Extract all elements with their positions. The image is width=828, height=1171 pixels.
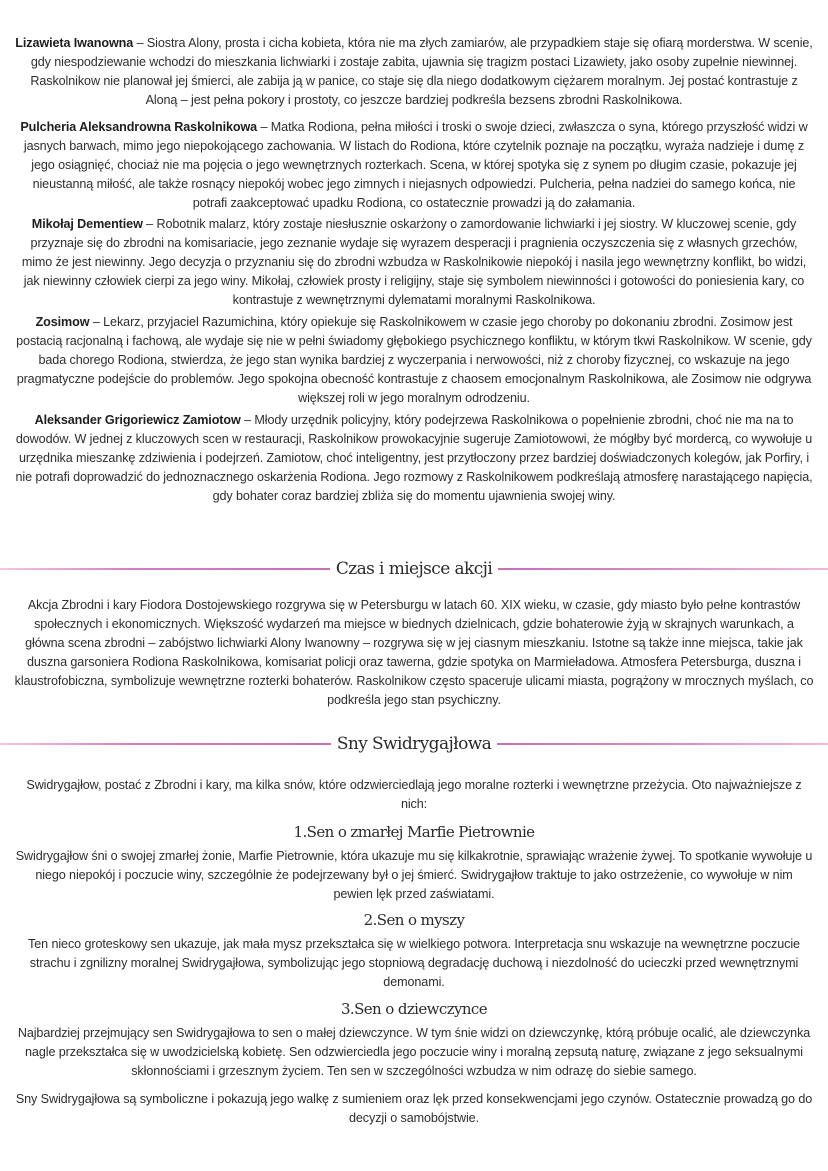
dream-description-1: Swidrygajłow śni o swojej zmarłej żonie, Marfie Pietrownie, która ukazuje mu się kilkakrotnie, sprawiając wrażenie żywej. To spotkanie wywołuje u niego niepokój i poczucie winy, szczególnie że podejrzewany był o jej śmierć. Swidrygajłow traktuje to jako ostrzeżenie, co wywołuje w nim pewien lęk przed zaświatami. bbox=[15, 849, 813, 902]
dream-title-1: 1.Sen o zmarłej Marfie Pietrownie bbox=[293, 823, 535, 841]
character-paragraph-mikolaj bbox=[14, 209, 814, 310]
character-name: Mikołaj Dementiew bbox=[31, 217, 143, 231]
section-heading-dreams bbox=[0, 729, 828, 759]
section-title: Czas i miejsce akcji bbox=[335, 559, 493, 579]
character-description: – Siostra Alony, prosta i cicha kobieta, która nie ma złych zamiarów, ale przypadkiem staje się ofiarą morderstwa. W scenie, gdy niespodziewanie wchodzi do mieszkania lichwiarki i zostaje zabita, ujawnia się tragizm postaci Lizawiety, jako osoby zupełnie niewinnej. Raskolnikow nie planował jej śmierci, ale zabija ją w panice, co staje się dla niego dodatkowym ciężarem moralnym. Jej postać kontrastuje z Aloną – jest pełna pokory i prostoty, co jeszcze bardziej podkreśla bezsens zbrodni Raskolnikowa. bbox=[30, 36, 813, 108]
character-name: Lizawieta Iwanowna bbox=[15, 36, 134, 50]
character-description: – Lekarz, przyjaciel Razumichina, który opiekuje się Raskolnikowem w czasie jego choroby po dokonaniu zbrodni. Zosimow jest postacią racjonalną i fachową, ale wydaje się nie w pełni świadomy głębokiego psychicznego konfliktu, w którym tkwi Raskolnikow. W scenie, gdy bada chorego Rodiona, stwierdza, że jego stan wynika bardziej z wyczerpania i nerwowości, niż z choroby fizycznej, co wskazuje na jego pragmatyczne podejście do problemów. Jego spokojna obecność kontrastuje z chaosem emocjonalnym Raskolnikowa, ale Zosimow nie odgrywa większej roli w jego moralnym odrodzeniu. bbox=[16, 315, 812, 406]
character-description: – Młody urzędnik policyjny, który podejrzewa Raskolnikowa o popełnienie zbrodni, choć nie ma na to dowodów. W jednej z kluczowych scen w restauracji, Raskolnikow prowokacyjnie sugeruje Zamiotowowi, że mógłby być mordercą, co wywołuje u urzędnika mieszankę zdziwienia i podejrzeń. Zamiotow, choć inteligentny, jest przytłoczony przez bardziej doświadczonych kolegów, jak Porfiry, i nie potrafi doprowadzić do jednoznacznego oskarżenia Rodiona. Jego rozmowy z Raskolnikowem podkreślają atmosferę narastającego napięcia, gdy bohater coraz bardziej zbliża się do momentu ujawnienia swojej winy. bbox=[15, 413, 813, 504]
character-name: Pulcheria Aleksandrowna Raskolnikowa bbox=[20, 120, 258, 134]
decorative-rule-left bbox=[0, 568, 330, 570]
character-paragraph-lizawieta bbox=[14, 0, 814, 110]
dreams-conclusion-paragraph: Sny Swidrygajłowa są symboliczne i pokazują jego walkę z sumieniem oraz lęk przed konsekwencjami jego czynów. Ostatecznie prowadzą go do decyzji o samobójstwie. bbox=[15, 1092, 813, 1126]
character-description: – Robotnik malarz, który zostaje niesłusznie oskarżony o zamordowanie lichwiarki i jej siostry. W kluczowej scenie, gdy przyznaje się do zbrodni na komisariacie, jego zeznanie wydaje się wyrazem desperacji i pragnienia oczyszczenia się z własnych grzechów, mimo że jest niewinny. Jego decyzja o przyznaniu się do zbrodni wzbudza w Raskolnikowie niepokój i nasila jego wewnętrzny konflikt, bo widzi, jak niewinny człowiek cierpi za jego winy. Mikołaj, człowiek prosty i religijny, staje się symbolem niewinności i gotowości do poniesienia kary, co kontrastuje z wewnętrznymi dylematami moralnymi Raskolnikowa. bbox=[21, 217, 807, 308]
character-paragraph-zamiotow bbox=[14, 405, 814, 506]
character-paragraph-pulcheria bbox=[14, 112, 814, 213]
decorative-rule-right bbox=[498, 568, 828, 570]
dream-title-3: 3.Sen o dziewczynce bbox=[340, 1000, 488, 1018]
section-title: Sny Swidrygajłowa bbox=[336, 734, 492, 754]
dream-title-2: 2.Sen o myszy bbox=[363, 911, 465, 929]
section-heading-time-place bbox=[0, 554, 828, 584]
character-name: Aleksander Grigoriewicz Zamiotow bbox=[34, 413, 241, 427]
character-description: – Matka Rodiona, pełna miłości i troski o swoje dzieci, zwłaszcza o syna, którego przyszłość widzi w jasnych barwach, mimo jego niepokojącego zachowania. W listach do Rodiona, które czytelnik poznaje na początku, wyraża nadzieje i dumę z jego osiągnięć, chociaż nie ma pojęcia o jego wewnętrznych rozterkach. Scena, w której spotyka się z synem po długim czasie, pokazuje jej nieustanną miłość, ale także rosnący niepokój wobec jego zimnych i niejasnych odpowiedzi. Pulcheria, pełna nadziei do samego końca, nie potrafi zaakceptować upadku Rodiona, co ostatecznie prowadzi ją do załamania. bbox=[23, 120, 808, 211]
dream-description-2: Ten nieco groteskowy sen ukazuje, jak mała mysz przekształca się w wielkiego potwora. Interpretacja snu wskazuje na wewnętrzne poczucie strachu i zgnilizny moralnej Swidrygajłowa, symbolizując jego stopniową degradację duchową i niezdolność do ucieczki przed wewnętrznymi demonami. bbox=[28, 937, 800, 990]
time-place-paragraph: Akcja Zbrodni i kary Fiodora Dostojewskiego rozgrywa się w Petersburgu w latach 60. XIX wieku, w czasie, gdy miasto było pełne kontrastów społecznych i ekonomicznych. Większość wydarzeń ma miejsce w biednych dzielnicach, gdzie bohaterowie żyją w skrajnych warunkach, a główna scena zbrodni – zabójstwo lichwiarki Alony Iwanowny – rozgrywa się w jej ciasnym mieszkaniu. Istotne są także inne miejsca, takie jak duszna garsoniera Rodiona Raskolnikowa, komisariat policji oraz tawerna, gdzie spotyka on Marmieładowa. Atmosfera Petersburga, duszna i klaustrofobiczna, symbolizuje wewnętrzne rozterki bohaterów. Raskolnikow często spaceruje ulicami miasta, pogrążony w mrocznych myślach, co podkreśla jego stan psychiczny. bbox=[14, 598, 814, 708]
decorative-rule-left bbox=[0, 743, 331, 745]
dreams-intro-paragraph: Swidrygajłow, postać z Zbrodni i kary, ma kilka snów, które odzwierciedlają jego moralne rozterki i wewnętrzne przeżycia. Oto najważniejsze z nich: bbox=[26, 778, 802, 812]
dream-description-3: Najbardziej przejmujący sen Swidrygajłowa to sen o małej dziewczynce. W tym śnie widzi on dziewczynkę, którą próbuje ocalić, ale dziewczynka nagle przekształca się w uwodzicielską kobietę. Sen odzwierciedla jego poczucie winy i moralną zepsutą naturę, związane z jego seksualnymi skłonnościami i grzesznym życiem. Ten sen w szczególności wzbudza w nim odrazę do siebie samego. bbox=[17, 1026, 811, 1079]
decorative-rule-right bbox=[497, 743, 828, 745]
character-name: Zosimow bbox=[35, 315, 90, 329]
character-paragraph-zosimow bbox=[14, 307, 814, 408]
